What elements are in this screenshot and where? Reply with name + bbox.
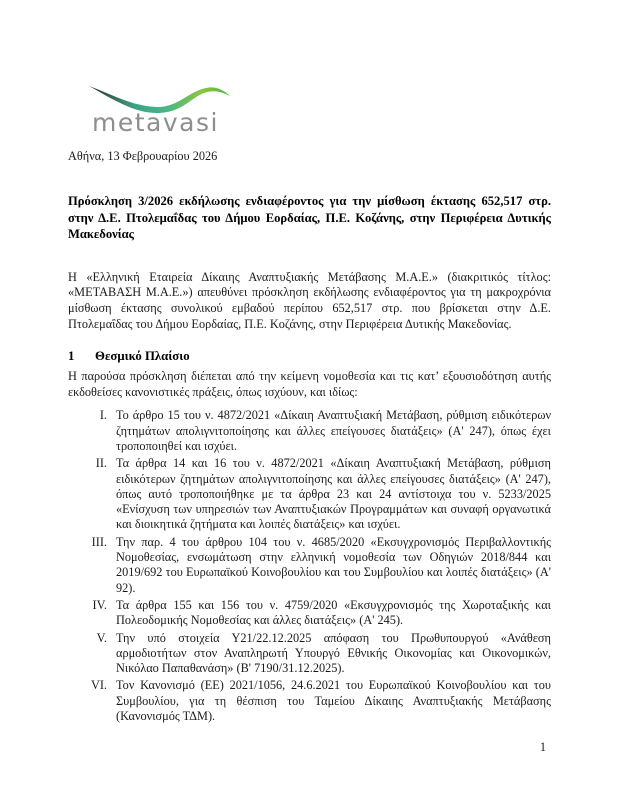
document-content [68, 0, 551, 726]
metavasi-logo [89, 84, 231, 134]
legal-references-list [68, 408, 551, 724]
list-item-numeral: III. [91, 534, 107, 549]
list-item-text: Τα άρθρα 14 και 16 του ν. 4872/2021 «Δίκαιη Αναπτυξιακή Μετάβαση, ρύθμιση ειδικότερων ζητημάτων απολιγνιτοποίησης και άλλες επείγουσες διατάξεις» (Α' 247), όπως αυτό τροποποιήθηκε με τα άρθρα 23 και 24 αντίστοιχα του ν. 5233/2025 «Ενίσχυση των υπηρεσιών των Αναπτυξιακών Προγραμμάτων και συναφή οργανωτικά και διοικητικά ζητήματα και λοιπές διατάξεις» και ισχύει. [116, 456, 551, 532]
metavasi-logo-graphic [89, 84, 231, 134]
list-item-text: Τα άρθρα 155 και 156 του ν. 4759/2020 «Εκσυγχρονισμός της Χωροταξικής και Πολεοδομικής Νομοθεσίας και άλλες διατάξεις» (Α' 245). [116, 597, 551, 628]
list-item [68, 535, 551, 596]
list-item [68, 456, 551, 532]
list-item [68, 598, 551, 629]
list-item-numeral: II. [95, 456, 107, 471]
document-title: Πρόσκληση 3/2026 εκδήλωσης ενδιαφέροντος για την μίσθωση έκτασης 652,517 στρ. στην Δ.Ε. Πτολεμαΐδας του Δήμου Εορδαίας, Π.Ε. Κοζάνης, στην Περιφέρεια Δυτικής Μακεδονίας [68, 194, 551, 242]
list-item [68, 408, 551, 454]
section-heading [68, 348, 551, 364]
list-item-numeral: VI. [90, 678, 107, 693]
page-number: 1 [539, 740, 546, 754]
logo-wordmark: metavasi [92, 108, 219, 134]
date-line: Αθήνα, 13 Φεβρουαρίου 2026 [68, 149, 218, 163]
section-lead-paragraph: Η παρούσα πρόσκληση διέπεται από την κείμενη νομοθεσία και τις κατ’ εξουσιοδότηση αυτής εκδοθείσες κανονιστικές πράξεις, όπως ισχύουν, και ιδίως: [68, 369, 551, 399]
list-item-text: Την υπό στοιχεία Υ21/22.12.2025 απόφαση του Πρωθυπουργού «Ανάθεση αρμοδιοτήτων στον Αναπληρωτή Υπουργό Εθνικής Οικονομίας και Οικονομικών, Νικόλαο Παπαθανάση» (Β' 7190/31.12.2025). [116, 630, 551, 676]
list-item [68, 678, 551, 724]
list-item-numeral: I. [99, 408, 107, 423]
intro-paragraph: Η «Ελληνική Εταιρεία Δίκαιης Αναπτυξιακής Μετάβασης Μ.Α.Ε.» (διακριτικός τίτλος: «ΜΕΤΑΒΑΣΗ Μ.Α.Ε.») απευθύνει πρόσκληση εκδήλωσης ενδιαφέροντος για τη μακροχρόνια μίσθωση έκτασης συνολικού εμβαδού περίπου 652,517 στρ. που βρίσκεται στην Δ.Ε. Πτολεμαΐδας του Δήμου Εορδαίας, Π.Ε. Κοζάνης, στην Περιφέρεια Δυτικής Μακεδονίας. [68, 269, 551, 331]
list-item-text: Τον Κανονισμό (ΕΕ) 2021/1056, 24.6.2021 του Ευρωπαϊκού Κοινοβουλίου και του Συμβουλίου, για τη θέσπιση του Ταμείου Δίκαιης Αναπτυξιακής Μετάβασης (Κανονισμός ΤΔΜ). [116, 678, 551, 723]
list-item-text: Την παρ. 4 του άρθρου 104 του ν. 4685/2020 «Εκσυγχρονισμός Περιβαλλοντικής Νομοθεσίας, ενσωμάτωση στην ελληνική νομοθεσία των Οδηγιών 2018/844 και 2019/692 του Ευρωπαϊκού Κοινοβουλίου και του Συμβουλίου και λοιπές διατάξεις» (Α' 92). [116, 534, 551, 595]
list-item-text: Το άρθρο 15 του ν. 4872/2021 «Δίκαιη Αναπτυξιακή Μετάβαση, ρύθμιση ειδικότερων ζητημάτων απολιγνιτοποίησης και άλλες επείγουσες διατάξεις» (Α' 247), όπως έχει τροποποιηθεί και ισχύει. [116, 408, 551, 453]
list-item [68, 631, 551, 677]
list-item-numeral: V. [96, 630, 107, 645]
section-number: 1 [68, 349, 75, 364]
section-title: Θεσμικό Πλαίσιο [95, 349, 190, 364]
list-item-numeral: IV. [92, 597, 107, 612]
